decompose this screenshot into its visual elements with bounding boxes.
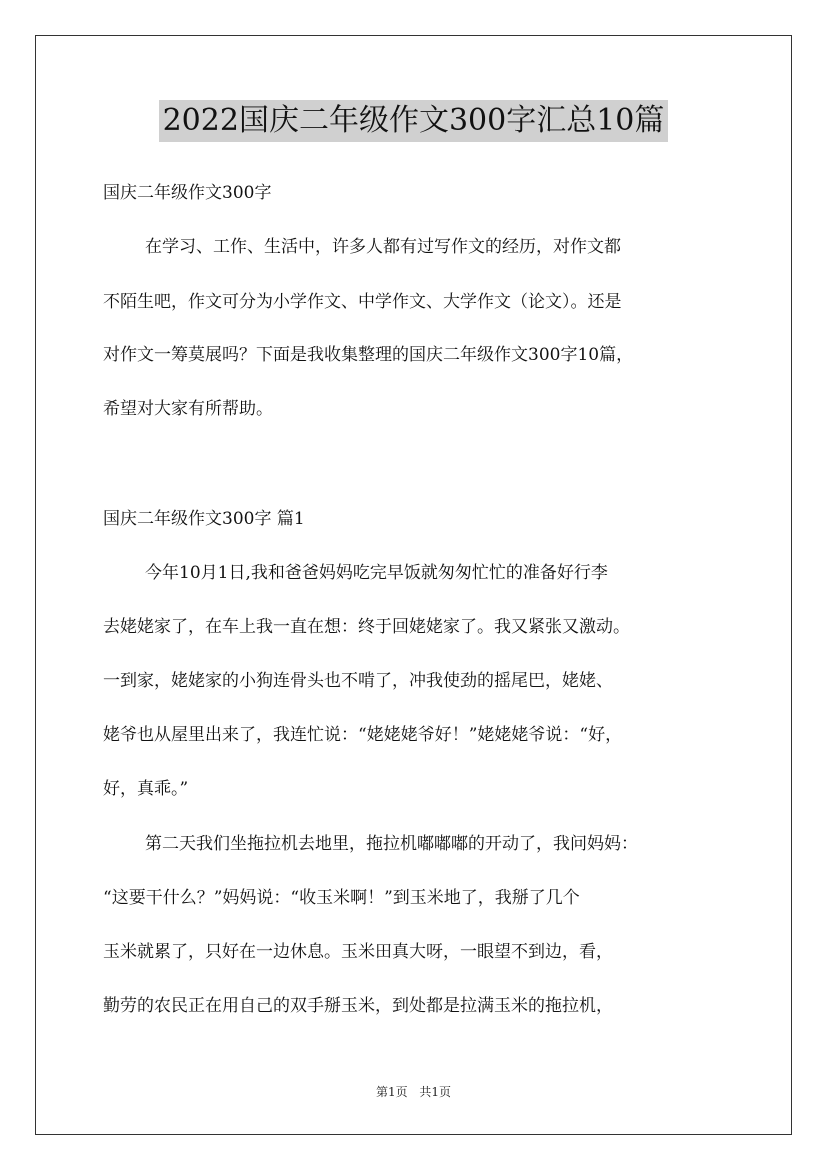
page-footer (0, 1083, 827, 1101)
section-heading: 国庆二年级作文300字 篇1 (103, 509, 305, 529)
intro-line: 不陌生吧，作文可分为小学作文、中学作文、大学作文（论文）。还是 (103, 292, 622, 312)
paragraph-line: 勤劳的农民正在用自己的双手掰玉米，到处都是拉满玉米的拖拉机， (103, 996, 613, 1016)
paragraph-line: 去姥姥家了，在车上我一直在想：终于回姥姥家了。我又紧张又激动。 (103, 617, 630, 637)
intro-heading: 国庆二年级作文300字 (103, 183, 272, 203)
intro-line: 希望对大家有所帮助。 (103, 399, 273, 419)
document-title: 2022国庆二年级作文300字汇总10篇 (159, 100, 669, 142)
intro-line: 在学习、工作、生活中，许多人都有过写作文的经历，对作文都 (145, 237, 621, 257)
paragraph-line: 今年10月1日,我和爸爸妈妈吃完早饭就匆匆忙忙的准备好行李 (145, 563, 608, 583)
paragraph-line: “这要干什么？”妈妈说：“收玉米啊！”到玉米地了，我掰了几个 (103, 888, 580, 908)
title-container (0, 100, 827, 142)
paragraph-line: 好，真乖。” (103, 779, 189, 799)
paragraph-line: 玉米就累了，只好在一边休息。玉米田真大呀，一眼望不到边，看， (103, 942, 613, 962)
page-number: 第1页 (375, 1085, 408, 1099)
intro-line: 对作文一筹莫展吗？下面是我收集整理的国庆二年级作文300字10篇， (103, 345, 634, 365)
paragraph-line: 第二天我们坐拖拉机去地里，拖拉机嘟嘟嘟的开动了，我问妈妈： (145, 834, 638, 854)
page-total: 共1页 (419, 1085, 452, 1099)
paragraph-line: 姥爷也从屋里出来了，我连忙说：“姥姥姥爷好！”姥姥姥爷说：“好， (103, 725, 623, 745)
paragraph-line: 一到家，姥姥家的小狗连骨头也不啃了，冲我使劲的摇尾巴，姥姥、 (103, 671, 613, 691)
